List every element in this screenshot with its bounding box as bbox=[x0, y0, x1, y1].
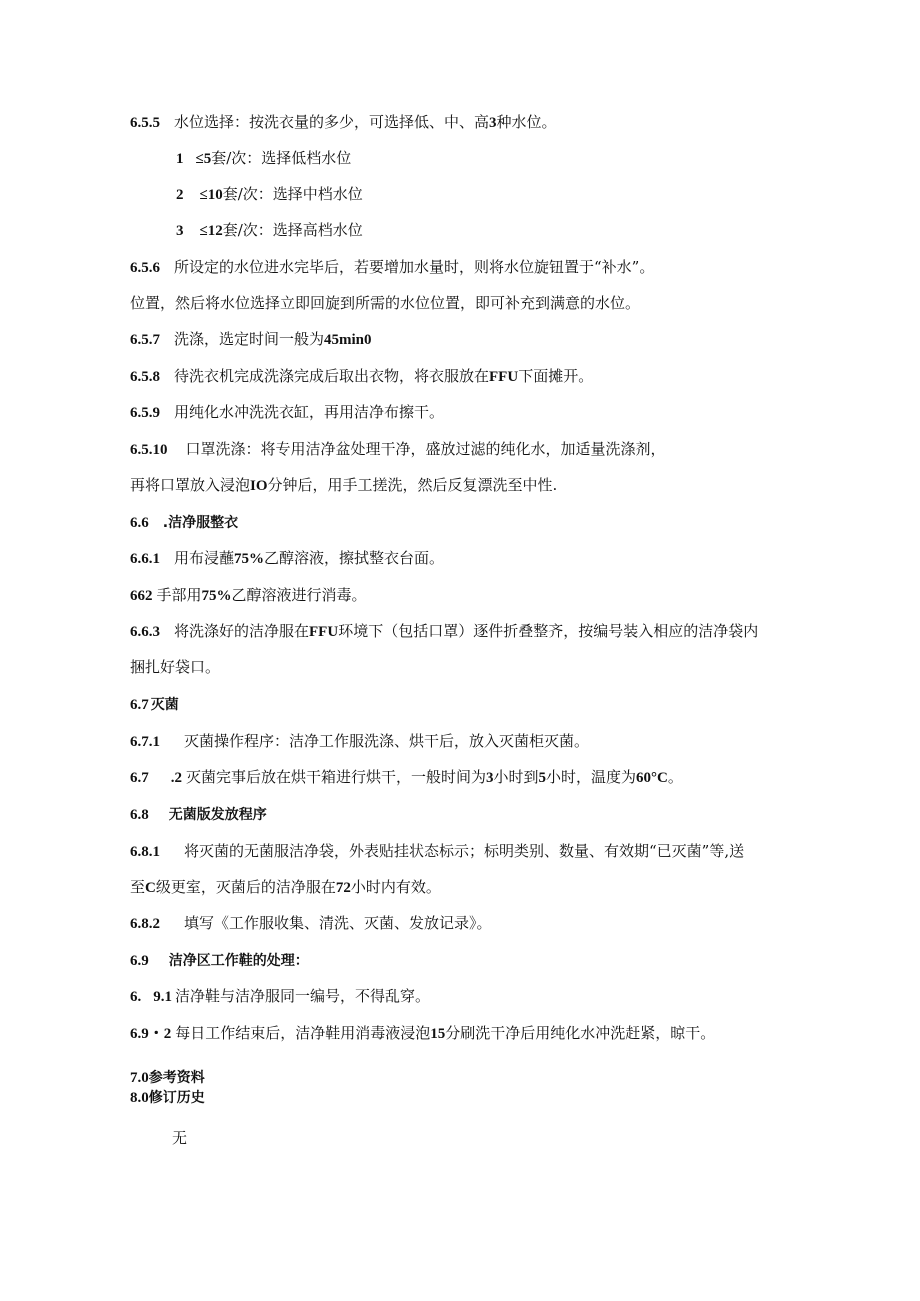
clause-number: 6.5.5 bbox=[130, 115, 160, 131]
clause-6-8-1 bbox=[130, 840, 744, 863]
clause-text-end: 乙醇溶液进行消毒。 bbox=[231, 586, 367, 604]
section-title: 无菌版发放程序 bbox=[168, 807, 267, 823]
level-text: 套/次：选择中档水位 bbox=[222, 185, 363, 203]
clause-text: 所设定的水位进水完毕后，若要增加水量时，则将水位旋钮置于“补水”。 bbox=[174, 258, 655, 276]
clause-text: 小时，温度为 bbox=[546, 768, 637, 786]
water-level-high bbox=[176, 219, 363, 242]
clause-6-7-2 bbox=[130, 766, 683, 789]
section-title: 洁净区工作鞋的处理： bbox=[168, 953, 309, 969]
clause-number: 6.6.3 bbox=[130, 624, 160, 640]
level-text: 套/次：选择低档水位 bbox=[211, 149, 352, 167]
clause-text: 洁净鞋与洁净服同一编号，不得乱穿。 bbox=[175, 987, 431, 1005]
clause-text: 级更室，灭菌后的洁净服在 bbox=[155, 878, 336, 896]
clause-number: 6.7 bbox=[130, 770, 149, 786]
level-text: 套/次：选择高档水位 bbox=[222, 221, 363, 239]
clause-number: 6.7.1 bbox=[130, 734, 160, 750]
level-index: 1 bbox=[176, 151, 184, 167]
clause-text: 将灭菌的无菌服洁净袋，外表贴挂状态标示；标明类别、数量、有效期“已灭菌”等,送 bbox=[184, 842, 745, 860]
clause-6-5-5 bbox=[130, 111, 557, 134]
section-6-7-heading bbox=[130, 693, 179, 716]
clause-text-end: 分刷洗干净后用纯化水冲洗赶紧，晾干。 bbox=[445, 1024, 716, 1042]
clause-text: 待洗衣机完成洗涤完成后取出衣物，将衣服放在 bbox=[174, 367, 490, 385]
clause-text-end: 小时内有效。 bbox=[350, 878, 441, 896]
level-limit: ≤10 bbox=[199, 187, 223, 203]
clause-text: 捆扎好袋口。 bbox=[130, 658, 221, 676]
section-6-6-heading bbox=[130, 511, 238, 534]
clause-number: 6.5.6 bbox=[130, 260, 160, 276]
bold-value: 5 bbox=[538, 770, 547, 786]
clause-number: 6.8.2 bbox=[130, 916, 160, 932]
section-title: 修订历史 bbox=[148, 1090, 205, 1106]
section-number: 6.8 bbox=[130, 807, 149, 823]
clause-text-end: 下面摊开。 bbox=[518, 367, 594, 385]
water-level-mid bbox=[176, 183, 363, 206]
clause-6-5-10 bbox=[130, 438, 666, 461]
clause-text: 水位选择：按洗衣量的多少，可选择低、中、高 bbox=[174, 113, 490, 131]
section-6-8-heading bbox=[130, 803, 267, 826]
revision-history-none bbox=[172, 1127, 187, 1149]
bold-value: 45min0 bbox=[324, 332, 372, 348]
clause-text-end: 乙醇溶液，擦拭整衣台面。 bbox=[264, 549, 445, 567]
bold-value: 15 bbox=[430, 1026, 446, 1042]
clause-text: 填写《工作服收集、清洗、灭菌、发放记录》。 bbox=[184, 914, 492, 932]
bold-value: FFU bbox=[309, 624, 339, 640]
clause-6-7-1 bbox=[130, 730, 589, 753]
section-6-9-heading bbox=[130, 949, 309, 972]
section-number: 6.7 bbox=[130, 697, 149, 713]
clause-6-5-9 bbox=[130, 401, 444, 424]
section-title: 灭菌 bbox=[150, 697, 179, 713]
clause-text-end: 环境下（包括口罩）逐件折叠整齐，按编号装入相应的洁净袋内 bbox=[338, 622, 759, 640]
clause-6-5-8 bbox=[130, 365, 593, 388]
clause-6-6-3 bbox=[130, 620, 758, 643]
clause-text: 用布浸蘸 bbox=[174, 549, 235, 567]
level-index: 3 bbox=[176, 223, 184, 239]
section-number: 7.0 bbox=[130, 1070, 149, 1086]
level-index: 2 bbox=[176, 187, 184, 203]
clause-number: 6.5.8 bbox=[130, 369, 160, 385]
bold-value: IO bbox=[250, 478, 268, 494]
section-number: 8.0 bbox=[130, 1090, 149, 1106]
clause-number: 6.8.1 bbox=[130, 844, 160, 860]
clause-text-end: 种水位。 bbox=[496, 113, 557, 131]
clause-number-suffix: .2 bbox=[170, 770, 182, 786]
section-8-0-heading bbox=[130, 1086, 205, 1109]
clause-text: 灭菌完事后放在烘干箱进行烘干，一般时间为 bbox=[186, 768, 487, 786]
clause-text: 口罩洗涤：将专用洁净盆处理干净，盛放过滤的纯化水，加适量洗涤剂， bbox=[185, 440, 666, 458]
clause-number: 6.6.1 bbox=[130, 551, 160, 567]
clause-6-9-1 bbox=[130, 985, 430, 1008]
clause-text: 灭菌操作程序：洁净工作服洗涤、烘干后，放入灭菌柜灭菌。 bbox=[184, 732, 590, 750]
bold-value: 75% bbox=[234, 551, 265, 567]
level-limit: ≤5 bbox=[195, 151, 212, 167]
clause-number: 6.5.9 bbox=[130, 405, 160, 421]
clause-number: 6.5.10 bbox=[130, 442, 168, 458]
clause-6-8-1-continued bbox=[130, 876, 441, 899]
clause-text: 位置，然后将水位选择立即回旋到所需的水位位置，即可补充到满意的水位。 bbox=[130, 294, 641, 312]
bold-value: 3 bbox=[489, 115, 497, 131]
clause-text: 每日工作结束后，洁净鞋用消毒液浸泡 bbox=[175, 1024, 431, 1042]
clause-6-5-6-continued bbox=[130, 292, 640, 314]
clause-text: 手部用 bbox=[156, 586, 202, 604]
section-number: 6.9 bbox=[130, 953, 149, 969]
level-limit: ≤12 bbox=[199, 223, 223, 239]
bold-value: C bbox=[145, 880, 156, 896]
clause-6-5-7 bbox=[130, 328, 372, 351]
clause-text: 小时到 bbox=[493, 768, 539, 786]
bold-value: 72 bbox=[335, 880, 351, 896]
clause-text: 将洗涤好的洁净服在 bbox=[174, 622, 310, 640]
bold-value: 60°C bbox=[636, 770, 668, 786]
clause-text: 再将口罩放入浸泡 bbox=[130, 476, 251, 494]
clause-number: 6.5.7 bbox=[130, 332, 160, 348]
clause-text: 洗涤，选定时间一般为 bbox=[174, 330, 325, 348]
clause-6-6-1 bbox=[130, 547, 444, 570]
clause-6-5-6 bbox=[130, 256, 654, 279]
bold-value: 3 bbox=[486, 770, 494, 786]
clause-number: 6.9・2 bbox=[130, 1026, 172, 1042]
clause-6-9-2 bbox=[130, 1022, 715, 1045]
clause-number: 662 bbox=[130, 588, 153, 604]
clause-number-suffix: 9.1 bbox=[153, 989, 172, 1005]
clause-number: 6. bbox=[130, 989, 142, 1005]
section-number: 6.6 bbox=[130, 515, 149, 531]
clause-text-end: 。 bbox=[667, 768, 683, 786]
section-title: 参考资料 bbox=[148, 1070, 205, 1086]
clause-text: 至 bbox=[130, 878, 146, 896]
clause-6-8-2 bbox=[130, 912, 492, 935]
clause-6-6-3-continued bbox=[130, 656, 220, 678]
none-text: 无 bbox=[172, 1129, 188, 1147]
clause-6-5-10-continued bbox=[130, 474, 557, 497]
water-level-low bbox=[176, 147, 351, 170]
section-title: .洁净服整衣 bbox=[162, 515, 239, 531]
clause-text-end: 分钟后，用手工搓洗，然后反复漂洗至中性. bbox=[267, 476, 558, 494]
clause-text: 用纯化水冲洗洗衣缸，再用洁净布擦干。 bbox=[174, 403, 445, 421]
bold-value: 75% bbox=[201, 588, 232, 604]
clause-6-6-2 bbox=[130, 584, 367, 607]
bold-value: FFU bbox=[489, 369, 519, 385]
